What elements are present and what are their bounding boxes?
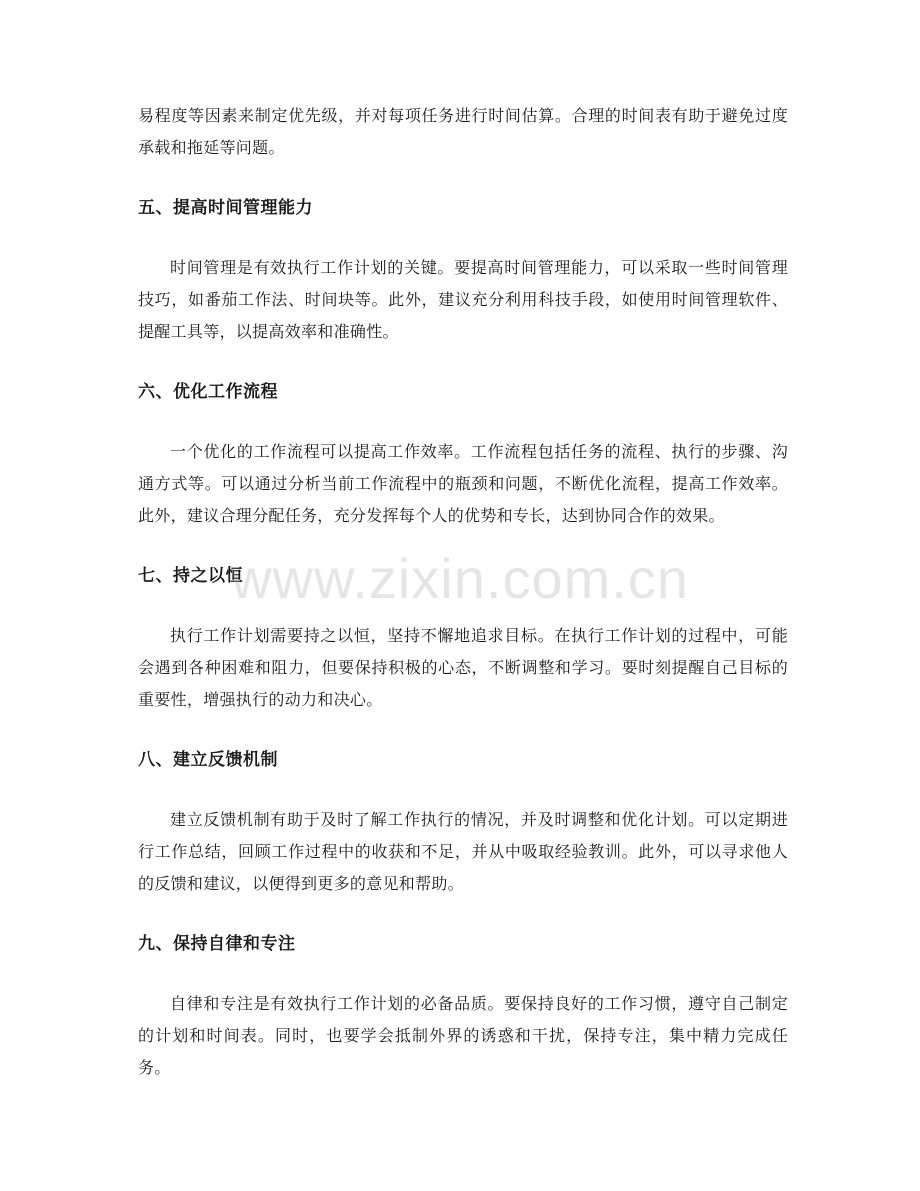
section-heading-9: 九、保持自律和专注 xyxy=(138,934,296,954)
section-body-7: 执行工作计划需要持之以恒，坚持不懈地追求目标。在执行工作计划的过程中，可能会遇到各种困难和阻力，但要保持积极的心态，不断调整和学习。要时刻提醒自己目标的重要性，增强执行的动力和决心。 xyxy=(138,626,788,709)
section-heading-5: 五、提高时间管理能力 xyxy=(138,198,313,218)
section-body-5: 时间管理是有效执行工作计划的关键。要提高时间管理能力，可以采取一些时间管理技巧，如番茄工作法、时间块等。此外，建议充分利用科技手段，如使用时间管理软件、提醒工具等，以提高效率和准确性。 xyxy=(138,258,788,341)
watermark: www.zixin.com.cn xyxy=(231,547,689,610)
intro-paragraph: 易程度等因素来制定优先级，并对每项任务进行时间估算。合理的时间表有助于避免过度承载和拖延等问题。 xyxy=(138,106,788,157)
document-content xyxy=(138,100,788,1084)
section-body-8: 建立反馈机制有助于及时了解工作执行的情况，并及时调整和优化计划。可以定期进行工作总结，回顾工作过程中的收获和不足，并从中吸取经验教训。此外，可以寻求他人的反馈和建议，以便得到更多的意见和帮助。 xyxy=(138,810,788,893)
section-heading-6: 六、优化工作流程 xyxy=(138,382,278,402)
section-heading-7: 七、持之以恒 xyxy=(138,566,243,586)
section-body-6: 一个优化的工作流程可以提高工作效率。工作流程包括任务的流程、执行的步骤、沟通方式等。可以通过分析当前工作流程中的瓶颈和问题，不断优化流程，提高工作效率。此外，建议合理分配任务，充分发挥每个人的优势和专长，达到协同合作的效果。 xyxy=(138,442,788,525)
section-body-9: 自律和专注是有效执行工作计划的必备品质。要保持良好的工作习惯，遵守自己制定的计划和时间表。同时，也要学会抵制外界的诱惑和干扰，保持专注，集中精力完成任务。 xyxy=(138,994,788,1077)
section-heading-8: 八、建立反馈机制 xyxy=(138,750,278,770)
